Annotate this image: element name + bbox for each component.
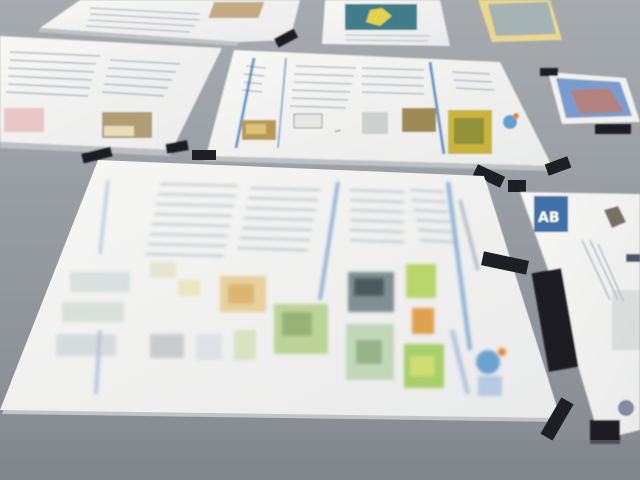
table-foreground [0, 440, 640, 480]
poster-center-middle [204, 50, 552, 171]
svg-text:~: ~ [331, 123, 344, 139]
poster-front-large [0, 160, 574, 441]
tape-piece [192, 150, 216, 160]
poster-top-center-far [322, 0, 450, 46]
tape-piece [508, 180, 526, 192]
right-poster-badge: AB [538, 210, 560, 226]
poster-top-right-far [478, 0, 562, 42]
